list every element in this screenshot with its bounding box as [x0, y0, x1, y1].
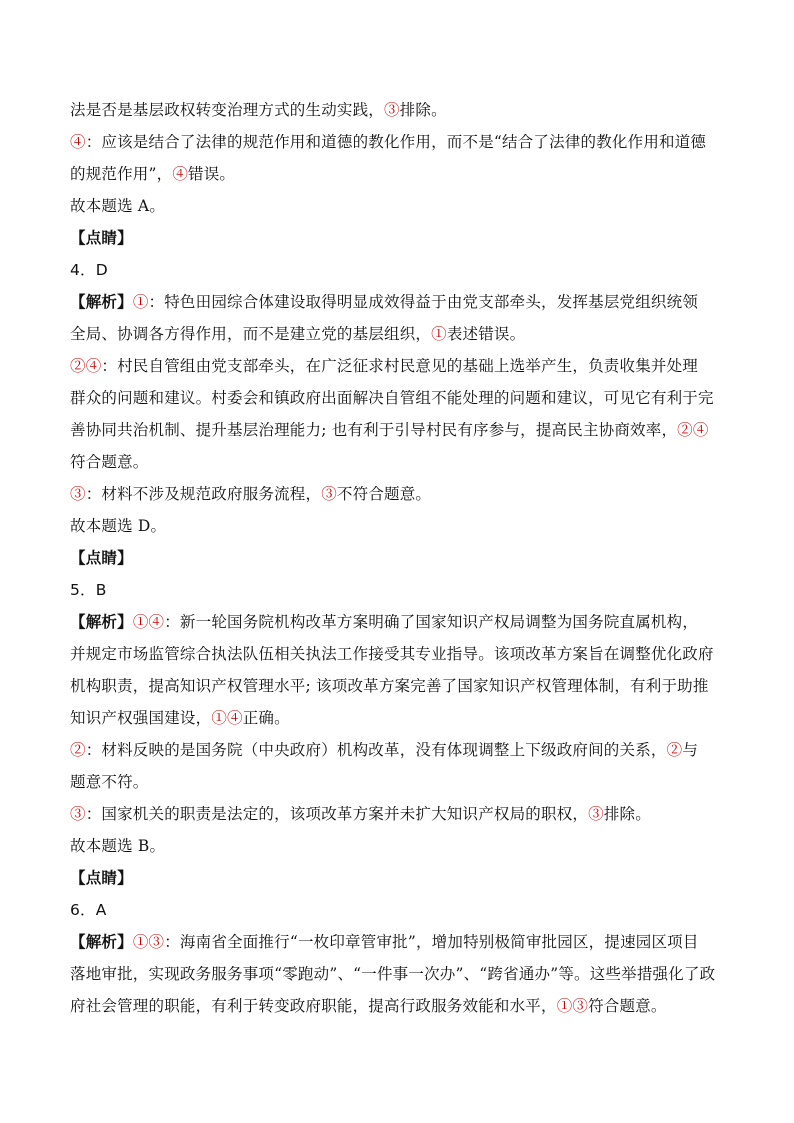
option-marker: ①: [431, 325, 447, 343]
line-18: [70, 638, 730, 670]
option-marker: ②: [666, 741, 683, 759]
text-run: 故本题选 A。: [70, 197, 166, 215]
option-marker: ②④: [677, 421, 709, 439]
text-run: 落地审批，实现政务服务事项“零跑动”、“一件事一次办”、“跨省通办”等。这些举措强化了政: [70, 965, 716, 983]
text-run: ：村民自管组由党支部牵头，在广泛征求村民意见的基础上选举产生，负责收集并处理: [101, 357, 699, 375]
text-run: 故本题选 B。: [70, 837, 166, 855]
line-7: [70, 286, 730, 318]
line-11: [70, 414, 730, 446]
line-27: [70, 926, 730, 958]
text-run: 知识产权强国建设，: [70, 709, 212, 727]
line-13: [70, 478, 730, 510]
text-run: 全局、协调各方得作用，而不是建立党的基层组织，: [70, 325, 432, 343]
text-run: ：国家机关的职责是法定的，该项改革方案并未扩大知识产权局的职权，: [85, 805, 589, 823]
option-marker: ③: [588, 805, 604, 823]
line-10: [70, 382, 730, 414]
text-run: 善协同共治机制、提升基层治理能力; 也有利于引导村民有序参与，提高民主协商效率，: [70, 421, 678, 439]
option-marker: ①: [132, 293, 149, 311]
text-run: 并规定市场监管综合执法队伍相关执法工作接受其专业指导。该项改革方案旨在调整优化政府: [70, 645, 714, 663]
text-run: ：材料反映的是国务院（中央政府）机构改革，没有体现调整上下级政府间的关系，: [85, 741, 667, 759]
option-marker: ③: [321, 485, 337, 503]
option-marker: ①④: [132, 613, 165, 631]
option-marker: ③: [384, 101, 400, 119]
text-run: 机构职责，提高知识产权管理水平; 该项改革方案完善了国家知识产权管理体制，有利于助推: [70, 677, 709, 695]
line-19: [70, 670, 730, 702]
text-run: 不符合题意。: [336, 485, 432, 503]
line-17: [70, 606, 730, 638]
section-heading: 【解析】: [70, 933, 133, 951]
line-28: [70, 958, 730, 990]
section-heading: 【解析】: [70, 293, 133, 311]
section-heading: 【解析】: [70, 613, 133, 631]
option-marker: ④: [70, 133, 86, 151]
line-26: [70, 894, 730, 926]
text-run: 与: [682, 741, 699, 759]
text-run: ：海南省全面推行“一枚印章管审批”，增加特别极简审批园区，提速园区项目: [164, 933, 699, 951]
text-run: 表述错误。: [446, 325, 526, 343]
option-marker: ②④: [70, 357, 102, 375]
question-answer-label: 5．B: [70, 581, 107, 599]
line-21: [70, 734, 730, 766]
text-run: 的规范作用”，: [70, 165, 173, 183]
line-29: [70, 990, 730, 1022]
question-answer-label: 6．A: [70, 901, 107, 919]
text-run: 符合题意。: [70, 453, 149, 471]
text-run: 故本题选 D。: [70, 517, 167, 535]
section-heading: 【点睛】: [70, 549, 133, 567]
line-14: [70, 510, 730, 542]
line-5: [70, 222, 730, 254]
line-12: [70, 446, 730, 478]
line-4: [70, 190, 730, 222]
line-3: [70, 158, 730, 190]
line-2: [70, 126, 730, 158]
text-run: ：应该是结合了法律的规范作用和道德的教化作用，而不是“结合了法律的教化作用和道德: [85, 133, 707, 151]
option-marker: ②: [70, 741, 86, 759]
text-run: 错误。: [188, 165, 236, 183]
text-run: 排除。: [603, 805, 651, 823]
text-run: 排除。: [399, 101, 447, 119]
text-run: 正确。: [242, 709, 290, 727]
text-run: 符合题意。: [588, 997, 667, 1015]
text-run: 群众的问题和建议。村委会和镇政府出面解决自管组不能处理的问题和建议，可见它有利于完: [70, 389, 714, 407]
line-16: [70, 574, 730, 606]
text-run: ：特色田园综合体建设取得明显成效得益于由党支部牵头，发挥基层党组织统领: [148, 293, 699, 311]
option-marker: ①③: [556, 997, 589, 1015]
line-6: [70, 254, 730, 286]
line-20: [70, 702, 730, 734]
text-run: ：材料不涉及规范政府服务流程，: [85, 485, 322, 503]
text-run: 题意不符。: [70, 773, 149, 791]
text-run: 府社会管理的职能，有利于转变政府职能，提高行政服务效能和水平，: [70, 997, 557, 1015]
line-22: [70, 766, 730, 798]
option-marker: ①③: [132, 933, 165, 951]
text-run: ：新一轮国务院机构改革方案明确了国家知识产权局调整为国务院直属机构，: [164, 613, 699, 631]
line-24: [70, 830, 730, 862]
line-9: [70, 350, 730, 382]
section-heading: 【点睛】: [70, 869, 133, 887]
line-25: [70, 862, 730, 894]
line-8: [70, 318, 730, 350]
line-23: [70, 798, 730, 830]
line-1: [70, 94, 730, 126]
section-heading: 【点睛】: [70, 229, 133, 247]
option-marker: ④: [172, 165, 189, 183]
text-run: 法是否是基层政权转变治理方式的生动实践，: [70, 101, 385, 119]
question-answer-label: 4．D: [70, 261, 108, 279]
option-marker: ③: [70, 805, 86, 823]
line-15: [70, 542, 730, 574]
option-marker: ③: [70, 485, 86, 503]
option-marker: ①④: [211, 709, 243, 727]
